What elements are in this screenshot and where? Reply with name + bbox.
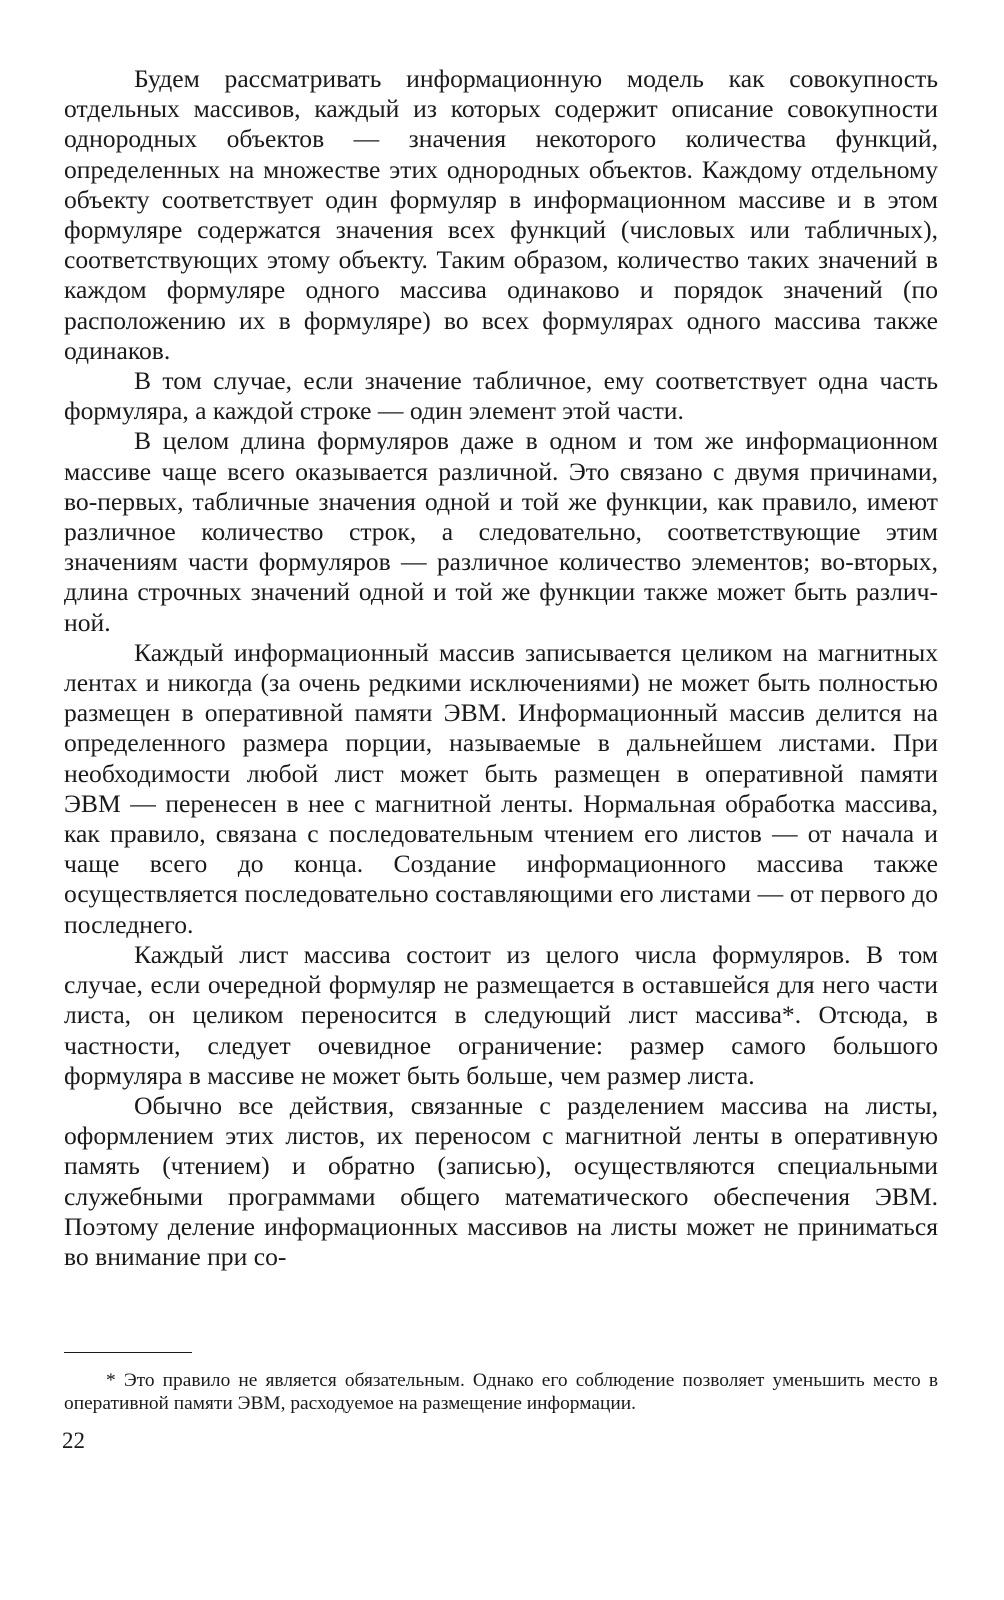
page-number: 22 [62, 1428, 85, 1453]
paragraph: В целом длина формуляров даже в одном и том же информационном массиве чаще всего оказывается различной. Это связано с двумя причинами, во-первых, табличные значения одной и той же функции, как правило, имеют различное количество строк, а следовательно, соответствующие этим значениям части формуляров — различное количество элементов; во-вторых, длина строчных значений одной и той же функции также может быть различной. [64, 426, 938, 637]
main-text [64, 64, 938, 1272]
footnote-divider [64, 1352, 192, 1353]
paragraph: Обычно все действия, связанные с разделением массива на листы, оформлением этих листов, их переносом с магнитной ленты в оперативную память (чтением) и обратно (записью), осуществляются специальными служебными программами общего математического обеспечения ЭВМ. Поэтому деление информационных массивов на листы может не приниматься во внимание при со- [64, 1090, 938, 1271]
page [64, 64, 938, 1272]
paragraph: В том случае, если значение табличное, ему соответствует одна часть формуляра, а каждой строке — один элемент этой части. [64, 366, 938, 426]
paragraph: Каждый лист массива состоит из целого числа формуляров. В том случае, если очередной формуляр не размещается в оставшейся для него части листа, он целиком переносится в следующий лист массива*. Отсюда, в частности, следует очевидное ограничение: размер самого большого формуляра в массиве не может быть больше, чем размер листа. [64, 939, 938, 1090]
paragraph: Будем рассматривать информационную модель как совокупность отдельных массивов, каждый из которых содержит описание совокупности однородных объектов — значения некоторого количества функций, определенных на множестве этих однородных объектов. Каждому отдельному объекту соответствует один формуляр в информационном массиве и в этом формуляре содержатся значения всех функций (числовых или табличных), соответствующих этому объекту. Таким образом, количество таких значений в каждом формуляре одного массива одинаково и порядок значений (по расположению их в формуляре) во всех формулярах одного массива также одинаков. [64, 64, 938, 365]
footnote: * Это правило не является обязательным. Однако его соблюдение позволяет уменьшить место в оперативной памяти ЭВМ, расходуемое на размещение информации. [64, 1370, 938, 1414]
paragraph: Каждый информационный массив записывается целиком на магнитных лентах и никогда (за очень редкими исключениями) не может быть полностью размещен в оперативной памяти ЭВМ. Информационный массив делится на определенного размера порции, называемые в дальнейшем листами. При необходимости любой лист может быть размещен в оперативной памяти ЭВМ — перенесен в нее с магнитной ленты. Нормальная обработка массива, как правило, связана с последовательным чтением его листов — от начала и чаще всего до конца. Создание информационного массива также осуществляется последовательно составляющими его листами — от первого до последнего. [64, 637, 938, 939]
